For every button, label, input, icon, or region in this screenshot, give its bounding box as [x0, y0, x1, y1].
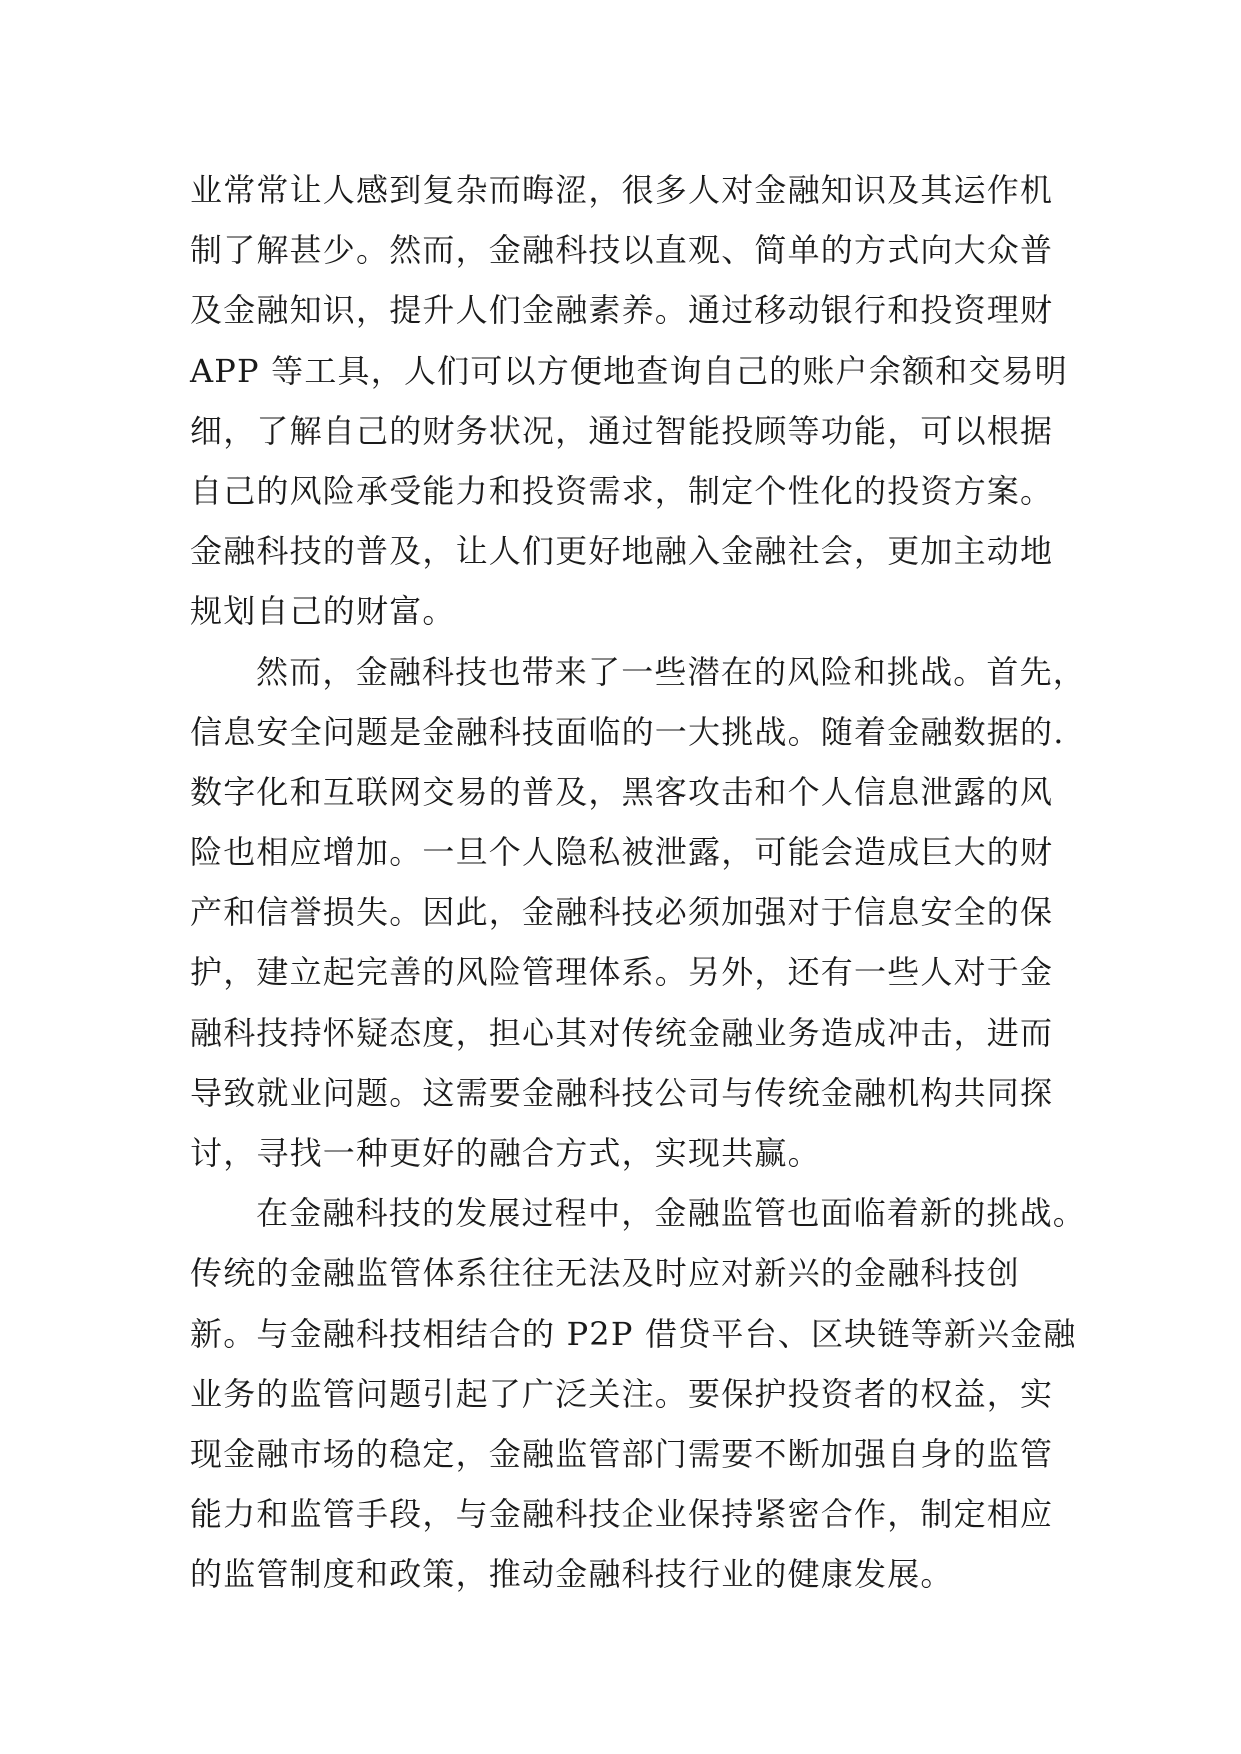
text-line: 业务的监管问题引起了广泛关注。要保护投资者的权益，实 [190, 1374, 1054, 1413]
text-line: 数字化和互联网交易的普及，黑客攻击和个人信息泄露的风 [190, 772, 1054, 811]
text-line: APP 等工具，人们可以方便地查询自己的账户余额和交易明 [190, 351, 1068, 390]
text-line: 融科技持怀疑态度，担心其对传统金融业务造成冲击，进而 [190, 1013, 1054, 1052]
paragraph-1 [190, 160, 1070, 642]
text-line: 业常常让人感到复杂而晦涩，很多人对金融知识及其运作机 [190, 171, 1054, 209]
text-line: 然而，金融科技也带来了一些潜在的风险和挑战。首先， [256, 652, 1087, 691]
document-body [190, 160, 1087, 1605]
text-line: 新。与金融科技相结合的 P2P 借贷平台、区块链等新兴金融 [190, 1314, 1077, 1353]
text-line: 金融科技的普及，让人们更好地融入金融社会，更加主动地 [190, 532, 1054, 571]
text-line: 护，建立起完善的风险管理体系。另外，还有一些人对于金 [190, 953, 1054, 992]
text-line: 讨，寻找一种更好的融合方式，实现共赢。 [190, 1134, 821, 1172]
text-line: 信息安全问题是金融科技面临的一大挑战。随着金融数据的. [190, 712, 1065, 751]
text-line: 导致就业问题。这需要金融科技公司与传统金融机构共同探 [190, 1073, 1054, 1112]
text-line: 产和信誉损失。因此，金融科技必须加强对于信息安全的保 [190, 893, 1054, 932]
text-line: 险也相应增加。一旦个人隐私被泄露，可能会造成巨大的财 [190, 833, 1054, 872]
text-line: 现金融市场的稳定，金融监管部门需要不断加强自身的监管 [190, 1434, 1054, 1473]
text-line: 能力和监管手段，与金融科技企业保持紧密合作，制定相应 [190, 1495, 1054, 1534]
text-line: 的监管制度和政策，推动金融科技行业的健康发展。 [190, 1555, 954, 1594]
text-line: 规划自己的财富。 [190, 592, 456, 631]
text-line: 传统的金融监管体系往往无法及时应对新兴的金融科技创 [190, 1254, 1021, 1293]
text-line: 制了解甚少。然而，金融科技以直观、简单的方式向大众普 [190, 231, 1054, 270]
paragraph-3 [190, 1183, 1087, 1604]
text-line: 及金融知识，提升人们金融素养。通过移动银行和投资理财 [190, 291, 1054, 330]
paragraph-2 [190, 642, 1087, 1184]
text-line: 细，了解自己的财务状况，通过智能投顾等功能，可以根据 [190, 411, 1054, 450]
text-line: 在金融科技的发展过程中，金融监管也面临着新的挑战。 [256, 1194, 1087, 1233]
text-line: 自己的风险承受能力和投资需求，制定个性化的投资方案。 [190, 471, 1054, 510]
